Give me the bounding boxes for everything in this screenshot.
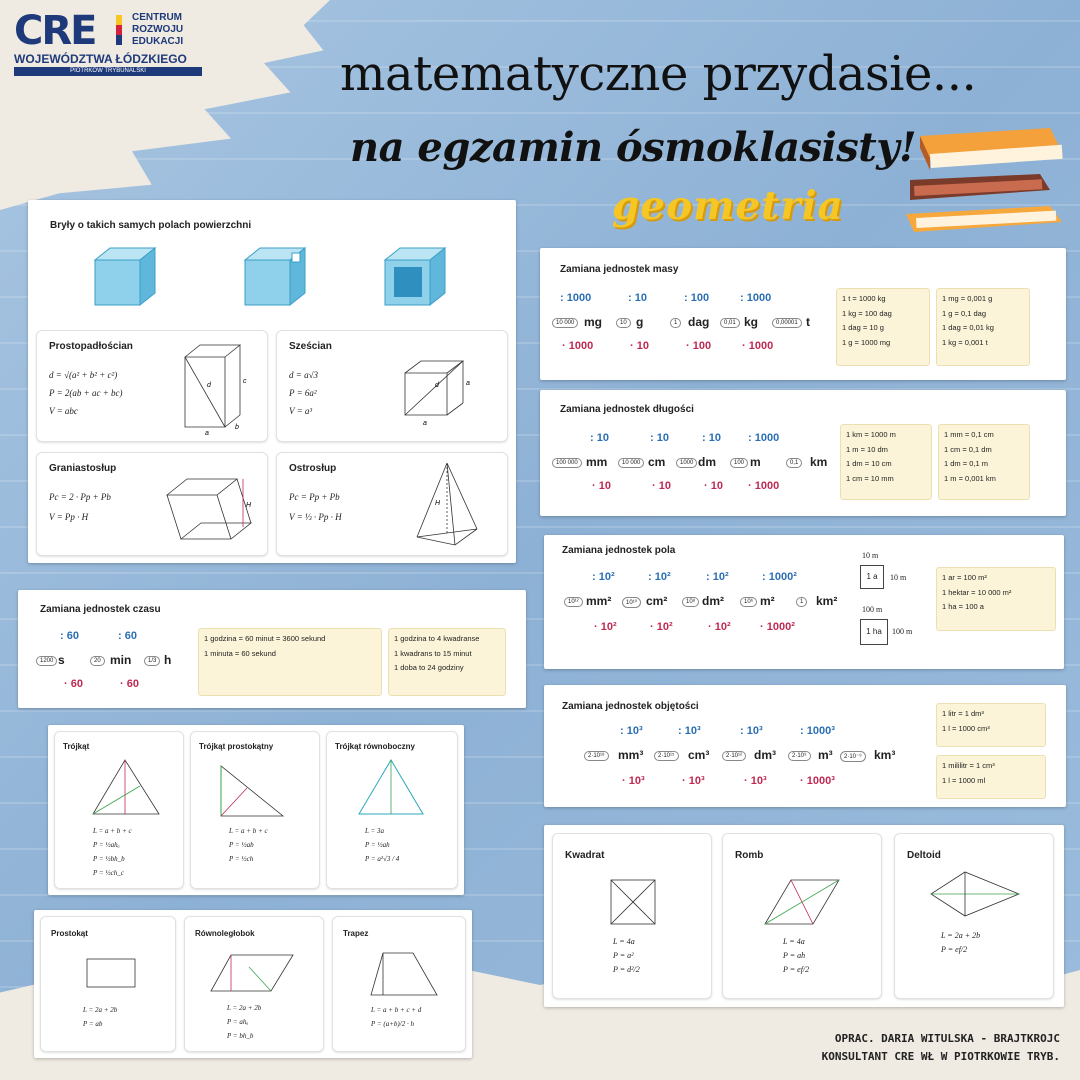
volume-unit-dm3: dm³ [754, 748, 776, 762]
time-unit-min: min [110, 653, 132, 667]
mass-unit-kg: kg [744, 315, 759, 329]
are-square-label-top: 10 m [862, 551, 879, 560]
area-box1-line-2: 1 hektar = 10 000 m² [942, 587, 1012, 597]
mass-box2-line-1: 1 mg = 0,001 g [942, 294, 993, 303]
mass-box2-line-4: 1 kg = 0,001 t [942, 337, 988, 347]
area-op-bottom-1: · 10² [594, 621, 617, 633]
length-box1-line-1: 1 km = 1000 m [846, 430, 896, 439]
time-op-top-2: : 60 [118, 630, 137, 642]
length-unit-mm: mm [586, 455, 608, 469]
mass-box2-line-3: 1 dag = 0,01 kg [942, 323, 994, 333]
author-credit [822, 1030, 1060, 1065]
length-box1-line-4: 1 cm = 10 mm [846, 473, 894, 483]
pyramid-label-h: H [435, 500, 441, 507]
prism-panel [36, 452, 268, 556]
area-op-top-2: : 10² [648, 571, 671, 583]
rhombus-name: Romb [735, 850, 764, 861]
mass-op-top-4: : 1000 [740, 292, 772, 304]
kite-icon [925, 864, 1025, 924]
rectangle-formula-2: P = ab [83, 1020, 103, 1028]
area-op-bottom-2: · 10² [650, 621, 673, 633]
parallelogram-formula-2: P = ahₐ [227, 1018, 249, 1026]
length-op-top-4: : 1000 [748, 432, 780, 444]
volume-unit-mm3: mm³ [618, 748, 644, 762]
hectare-square-label-top: 100 m [862, 605, 883, 614]
page-subtitle: na egzamin ósmoklasisty! [350, 124, 917, 171]
trapezoid-formula-2: P = (a+b)/2 · h [371, 1020, 414, 1028]
square-formula-1: L = 4a [613, 937, 635, 946]
parallelogram-panel [184, 916, 324, 1052]
time-pill-1: 1200 [36, 656, 57, 666]
cuboid-label-b: b [235, 424, 239, 431]
mass-unit-dag: dag [688, 315, 710, 329]
rhombus-panel [722, 833, 882, 999]
length-box2-line-3: 1 dm = 0,1 m [944, 459, 988, 469]
area-op-top-1: : 10² [592, 571, 615, 583]
are-square: 1 a [860, 565, 884, 589]
parallelogram-icon [207, 949, 297, 997]
topic-title: geometria [612, 183, 844, 229]
volume-box1-line-1: 1 litr = 1 dm³ [942, 709, 984, 718]
right-triangle-formula-3: P = ½ch [229, 855, 254, 863]
logo-line1: CENTRUM [132, 12, 182, 23]
length-unit-dm: dm [698, 455, 716, 469]
mass-op-bottom-1: · 1000 [562, 340, 594, 352]
quads1-card [34, 910, 472, 1058]
rhombus-formula-3: P = ef/2 [783, 965, 810, 974]
right-triangle-panel [190, 731, 320, 889]
logo-flag-icon [116, 15, 122, 45]
rectangle-panel [40, 916, 176, 1052]
area-unit-m2: m² [760, 594, 775, 608]
cuboid-panel [36, 330, 268, 442]
time-unit-s: s [58, 653, 65, 667]
area-op-top-3: : 10² [706, 571, 729, 583]
kite-name: Deltoid [907, 850, 941, 861]
triangle-name: Trójkąt [63, 742, 90, 751]
cuboid-name: Prostopadłościan [49, 341, 133, 352]
volume-op-bottom-3: · 10³ [744, 775, 767, 787]
area-op-bottom-3: · 10² [708, 621, 731, 633]
prism-label-h: H [246, 502, 252, 509]
kite-formula-1: L = 2a + 2b [941, 931, 981, 940]
mass-box-1 [836, 288, 930, 366]
mass-box1-line-2: 1 kg = 100 dag [842, 308, 892, 318]
mass-box-2 [936, 288, 1030, 366]
volume-pill-3: 2·10¹² [722, 751, 746, 761]
time-op-top-1: : 60 [60, 630, 79, 642]
volume-box-2 [936, 755, 1046, 799]
mass-op-top-2: : 10 [628, 292, 647, 304]
mass-op-bottom-2: · 10 [630, 340, 649, 352]
volume-unit-m3: m³ [818, 748, 833, 762]
mass-box1-line-3: 1 dag = 10 g [842, 323, 884, 333]
area-unit-mm2: mm² [586, 594, 612, 608]
equilateral-triangle-icon [351, 756, 431, 820]
square-name: Kwadrat [565, 850, 605, 861]
length-pill-4: 100 [730, 458, 748, 468]
square-formula-2: P = a² [613, 951, 634, 960]
mass-pill-4: 0,01 [720, 318, 740, 328]
time-pill-2: 20 [90, 656, 105, 666]
length-pill-5: 0,1 [786, 458, 802, 468]
time-title: Zamiana jednostek czasu [40, 604, 161, 615]
prism-name: Graniastosłup [49, 463, 117, 474]
volume-op-bottom-2: · 10³ [682, 775, 705, 787]
trapezoid-icon [363, 947, 443, 1001]
cube-formula-3: V = a³ [289, 406, 313, 416]
volume-pill-4: 2·10⁹ [788, 751, 811, 761]
triangle-formula-2: P = ½ahₐ [93, 841, 120, 849]
trapezoid-formula-1: L = a + b + c + d [371, 1006, 422, 1014]
time-box2-line-2: 1 kwadrans to 15 minut [394, 648, 472, 658]
area-pill-1: 10¹² [564, 597, 583, 607]
volume-op-bottom-4: · 1000³ [800, 775, 835, 787]
logo-branch: PIOTRKÓW TRYBUNALSKI [14, 67, 202, 76]
cube-panel [276, 330, 508, 442]
cube-formula-1: d = a√3 [289, 370, 319, 380]
time-box2-line-3: 1 doba to 24 godziny [394, 663, 464, 673]
cre-logo [14, 10, 204, 76]
cube-label-a2: a [466, 380, 470, 387]
hectare-square: 1 ha [860, 619, 888, 645]
length-card [540, 390, 1066, 516]
cuboid-label-a: a [205, 430, 209, 437]
quads2-card [544, 825, 1064, 1007]
author-line-2: KONSULTANT CRE WŁ W PIOTRKOWIE TRYB. [821, 1049, 1060, 1063]
length-unit-m: m [750, 455, 761, 469]
triangle-icon [85, 756, 165, 820]
time-box2-line-1: 1 godzina to 4 kwadranse [394, 634, 480, 643]
length-op-bottom-4: · 1000 [748, 480, 780, 492]
logo-mark: CRE [14, 8, 96, 54]
cuboid-icon [175, 337, 255, 437]
rectangle-icon [81, 953, 141, 993]
triangle-formula-4: P = ½ch_c [93, 869, 124, 877]
right-triangle-icon [211, 758, 291, 822]
mass-op-top-1: : 1000 [560, 292, 592, 304]
triangle-panel [54, 731, 184, 889]
length-box1-line-3: 1 dm = 10 cm [846, 459, 892, 469]
cube-label-a: a [423, 420, 427, 427]
length-box2-line-2: 1 cm = 0,1 dm [944, 444, 992, 454]
mass-op-bottom-3: · 100 [686, 340, 712, 352]
equilateral-formula-1: L = 3a [365, 827, 384, 835]
cube-icon [90, 245, 160, 310]
volume-op-bottom-1: · 10³ [622, 775, 645, 787]
prism-formula-2: V = Pp · H [49, 512, 89, 522]
mass-pill-1: 10 000 [552, 318, 578, 328]
area-op-top-4: : 1000² [762, 571, 797, 583]
volume-op-top-1: : 10³ [620, 725, 643, 737]
mass-unit-mg: mg [584, 315, 602, 329]
area-card [544, 535, 1064, 669]
mass-pill-3: 1 [670, 318, 681, 328]
books-icon [900, 118, 1075, 243]
area-pill-5: 1 [796, 597, 807, 607]
area-pill-4: 10⁶ [740, 597, 757, 607]
parallelogram-formula-1: L = 2a + 2b [227, 1004, 262, 1012]
area-box-1 [936, 567, 1056, 631]
mass-box1-line-4: 1 g = 1000 mg [842, 337, 891, 347]
cube-formula-2: P = 6a² [289, 388, 317, 398]
area-pill-3: 10⁸ [682, 597, 699, 607]
mass-pill-2: 10 [616, 318, 631, 328]
volume-title: Zamiana jednostek objętości [562, 701, 699, 712]
cuboid-formula-1: d = √(a² + b² + c²) [49, 370, 118, 380]
length-box-2 [938, 424, 1030, 500]
parallelogram-formula-3: P = bh_b [227, 1032, 254, 1040]
volume-box1-line-2: 1 l = 1000 cm³ [942, 723, 990, 733]
length-unit-cm: cm [648, 455, 666, 469]
area-pill-2: 10¹⁰ [622, 597, 641, 608]
length-pill-3: 1000 [676, 458, 697, 468]
volume-op-top-3: : 10³ [740, 725, 763, 737]
mass-box1-line-1: 1 t = 1000 kg [842, 294, 886, 303]
volume-unit-km3: km³ [874, 748, 896, 762]
right-triangle-name: Trójkąt prostokątny [199, 742, 274, 751]
rectangle-name: Prostokąt [51, 929, 88, 938]
length-op-top-1: : 10 [590, 432, 609, 444]
volume-box-1 [936, 703, 1046, 747]
trapezoid-panel [332, 916, 466, 1052]
rhombus-formula-1: L = 4a [783, 937, 805, 946]
length-op-bottom-1: · 10 [592, 480, 611, 492]
cuboid-label-d: d [207, 382, 211, 389]
cuboid-label-c: c [243, 378, 247, 385]
length-pill-2: 10 000 [618, 458, 644, 468]
square-icon [605, 874, 661, 930]
area-unit-dm2: dm² [702, 594, 724, 608]
area-box1-line-1: 1 ar = 100 m² [942, 573, 987, 582]
mass-op-bottom-4: · 1000 [742, 340, 774, 352]
length-op-bottom-3: · 10 [704, 480, 723, 492]
equilateral-name: Trójkąt równoboczny [335, 742, 416, 751]
page-title: matematyczne przydasie... [340, 46, 977, 102]
length-op-bottom-2: · 10 [652, 480, 671, 492]
volume-op-top-2: : 10³ [678, 725, 701, 737]
rectangle-formula-1: L = 2a + 2b [83, 1006, 118, 1014]
volume-box2-line-1: 1 mililitr = 1 cm³ [942, 761, 995, 770]
equilateral-panel [326, 731, 458, 889]
hectare-square-label-side: 100 m [892, 627, 913, 636]
logo-line2: ROZWOJU [132, 24, 184, 35]
time-box-1 [198, 628, 382, 696]
mass-pill-5: 0,00001 [772, 318, 802, 328]
kite-formula-2: P = ef/2 [941, 945, 968, 954]
length-box1-line-2: 1 m = 10 dm [846, 444, 888, 454]
equilateral-formula-2: P = ½ah [365, 841, 390, 849]
volume-pill-1: 2·10¹⁸ [584, 751, 609, 761]
area-unit-cm2: cm² [646, 594, 668, 608]
time-box-2 [388, 628, 506, 696]
author-line-1: OPRAC. DARIA WITULSKA - BRAJTKROJC [834, 1032, 1060, 1045]
length-op-top-3: : 10 [702, 432, 721, 444]
length-box-1 [840, 424, 932, 500]
solids-title: Bryły o takich samych polach powierzchni [50, 220, 252, 231]
time-card [18, 590, 526, 708]
volume-pill-5: 2·10⁻⁹ [840, 751, 866, 762]
right-triangle-formula-2: P = ½ab [229, 841, 254, 849]
logo-region: WOJEWÓDZTWA ŁÓDZKIEGO [14, 52, 187, 66]
cuboid-formula-3: V = abc [49, 406, 78, 416]
cube-name: Sześcian [289, 341, 332, 352]
are-square-label-side: 10 m [890, 573, 907, 582]
volume-box2-line-2: 1 l = 1000 ml [942, 775, 986, 785]
area-box1-line-3: 1 ha = 100 a [942, 602, 984, 612]
time-box1-line-1: 1 godzina = 60 minut = 3600 sekund [204, 634, 326, 643]
square-panel [552, 833, 712, 999]
triangle-formula-3: P = ½bh_b [93, 855, 125, 863]
time-pill-3: 1/3 [144, 656, 160, 666]
hollow-cube-icon [380, 245, 450, 310]
pyramid-icon [407, 459, 487, 551]
volume-card [544, 685, 1066, 807]
notched-cube-icon [240, 245, 310, 310]
time-op-bottom-1: · 60 [64, 678, 83, 690]
pyramid-formula-1: Pc = Pp + Pb [289, 492, 340, 502]
rhombus-formula-2: P = ah [783, 951, 806, 960]
mass-op-top-3: : 100 [684, 292, 710, 304]
triangle-formula-1: L = a + b + c [93, 827, 132, 835]
right-triangle-formula-1: L = a + b + c [229, 827, 268, 835]
length-title: Zamiana jednostek długości [560, 404, 694, 415]
cube-label-d: d [435, 382, 439, 389]
length-pill-1: 100 000 [552, 458, 582, 468]
time-box1-line-2: 1 minuta = 60 sekund [204, 648, 276, 658]
equilateral-formula-3: P = a²√3 / 4 [365, 855, 400, 863]
pyramid-name: Ostrosłup [289, 463, 337, 474]
kite-panel [894, 833, 1054, 999]
volume-op-top-4: : 1000³ [800, 725, 835, 737]
mass-box2-line-2: 1 g = 0,1 dag [942, 308, 986, 318]
parallelogram-name: Równoległobok [195, 929, 255, 938]
trapezoid-name: Trapez [343, 929, 369, 938]
solids-card [28, 200, 516, 563]
prism-formula-1: Pc = 2 · Pp + Pb [49, 492, 111, 502]
pyramid-formula-2: V = ⅓ · Pp · H [289, 512, 342, 522]
rhombus-icon [761, 874, 845, 930]
mass-title: Zamiana jednostek masy [560, 264, 679, 275]
logo-line3: EDUKACJI [132, 36, 184, 47]
pyramid-panel [276, 452, 508, 556]
area-unit-km2: km² [816, 594, 838, 608]
mass-card [540, 248, 1066, 380]
volume-unit-cm3: cm³ [688, 748, 710, 762]
time-op-bottom-2: · 60 [120, 678, 139, 690]
length-box2-line-1: 1 mm = 0,1 cm [944, 430, 994, 439]
area-op-bottom-4: · 1000² [760, 621, 795, 633]
length-box2-line-4: 1 m = 0,001 km [944, 473, 996, 483]
triangles-card [48, 725, 464, 895]
mass-unit-t: t [806, 315, 810, 329]
mass-unit-g: g [636, 315, 644, 329]
volume-pill-2: 2·10¹⁵ [654, 751, 679, 761]
cuboid-formula-2: P = 2(ab + ac + bc) [49, 388, 123, 398]
cube-diagonal-icon [395, 353, 475, 433]
time-unit-h: h [164, 653, 172, 667]
length-unit-km: km [810, 455, 828, 469]
area-title: Zamiana jednostek pola [562, 545, 676, 556]
prism-icon [157, 465, 257, 545]
length-op-top-2: : 10 [650, 432, 669, 444]
square-formula-3: P = d²/2 [613, 965, 640, 974]
